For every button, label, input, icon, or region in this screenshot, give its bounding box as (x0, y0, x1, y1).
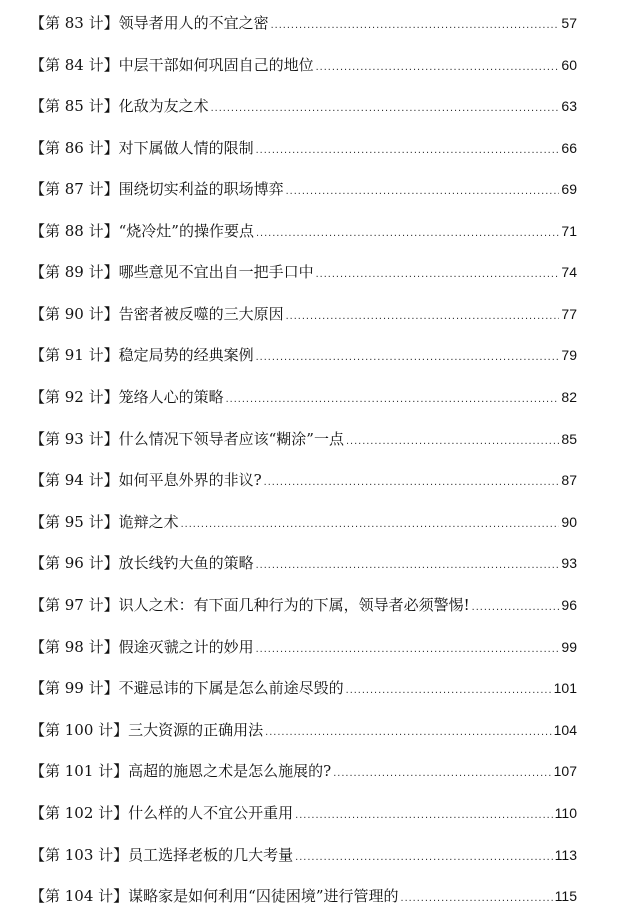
dot-leader (264, 469, 560, 495)
toc-entry-title: 【第 83 计】领导者用人的不宜之密 (30, 14, 269, 32)
toc-entry (30, 176, 577, 202)
toc-entry (30, 218, 577, 244)
toc-entry-page-number: 99 (561, 639, 577, 655)
toc-entry (30, 592, 577, 618)
dot-leader (265, 719, 551, 745)
toc-entry (30, 52, 577, 78)
dot-leader (226, 386, 560, 412)
toc-entry (30, 259, 577, 285)
toc-entry-page-number: 82 (561, 389, 577, 405)
toc-entry-page-number: 79 (561, 347, 577, 363)
toc-entry-page-number: 57 (561, 15, 577, 31)
toc-entry (30, 675, 577, 701)
toc-entry-page-number: 110 (554, 805, 577, 821)
toc-entry (30, 842, 577, 868)
toc-entry-title: 【第 103 计】员工选择老板的几大考量 (30, 846, 294, 864)
toc-entry-title: 【第 87 计】围绕切实利益的职场博弈 (30, 180, 284, 198)
dot-leader (401, 885, 553, 911)
toc-entry-page-number: 63 (561, 98, 577, 114)
toc-entry-page-number: 115 (554, 888, 577, 904)
dot-leader (295, 802, 553, 828)
toc-entry-title: 【第 104 计】谋略家是如何利用“囚徒困境”进行管理的 (30, 887, 399, 905)
toc-entry-title: 【第 94 计】如何平息外界的非议? (30, 471, 262, 489)
dot-leader (181, 511, 560, 537)
dot-leader (346, 677, 552, 703)
toc-entry-title: 【第 88 计】“烧冷灶”的操作要点 (30, 222, 254, 240)
toc-entry-title: 【第 100 计】三大资源的正确用法 (30, 721, 264, 739)
toc-entry (30, 550, 577, 576)
dot-leader (346, 428, 559, 454)
toc-entry (30, 717, 577, 743)
toc-entry-title: 【第 91 计】稳定局势的经典案例 (30, 346, 254, 364)
toc-entry (30, 93, 577, 119)
toc-entry-page-number: 107 (553, 763, 577, 779)
toc-entry-title: 【第 93 计】什么情况下领导者应该“糊涂”一点 (30, 430, 344, 448)
dot-leader (472, 594, 560, 620)
toc-entry (30, 800, 577, 826)
dot-leader (271, 12, 560, 38)
toc-entry-title: 【第 89 计】哪些意见不宜出自一把手口中 (30, 263, 314, 281)
toc-entry-page-number: 96 (561, 597, 577, 613)
toc-entry-page-number: 93 (561, 555, 577, 571)
dot-leader (333, 760, 551, 786)
toc-entry-title: 【第 102 计】什么样的人不宜公开重用 (30, 804, 294, 822)
toc-entry-page-number: 101 (553, 680, 577, 696)
toc-entry-title: 【第 101 计】高超的施恩之术是怎么施展的? (30, 762, 332, 780)
toc-entry-page-number: 71 (561, 223, 577, 239)
toc-entry-page-number: 113 (554, 847, 577, 863)
toc-entry-page-number: 104 (553, 722, 577, 738)
toc-entry-page-number: 87 (561, 472, 577, 488)
toc-entry-title: 【第 98 计】假途灭虢之计的妙用 (30, 638, 254, 656)
toc-entry (30, 135, 577, 161)
dot-leader (286, 178, 560, 204)
dot-leader (256, 552, 560, 578)
toc-entry-page-number: 60 (561, 57, 577, 73)
dot-leader (316, 54, 560, 80)
toc-entry-page-number: 74 (561, 264, 577, 280)
toc-entry-title: 【第 92 计】笼络人心的策略 (30, 388, 224, 406)
toc-entry (30, 426, 577, 452)
dot-leader (286, 303, 560, 329)
toc-entry (30, 883, 577, 909)
dot-leader (256, 636, 560, 662)
dot-leader (316, 261, 560, 287)
toc-entry-title: 【第 86 计】对下属做人情的限制 (30, 139, 254, 157)
toc-entry-page-number: 66 (561, 140, 577, 156)
toc-entry-page-number: 90 (561, 514, 577, 530)
toc-entry (30, 384, 577, 410)
toc-entry-page-number: 85 (561, 431, 577, 447)
toc-entry (30, 301, 577, 327)
toc-entry (30, 758, 577, 784)
toc-entry-page-number: 77 (561, 306, 577, 322)
dot-leader (256, 137, 560, 163)
toc-entry-title: 【第 96 计】放长线钓大鱼的策略 (30, 554, 254, 572)
toc-entry-page-number: 69 (561, 181, 577, 197)
dot-leader (211, 95, 560, 121)
toc-entry (30, 509, 577, 535)
toc-entry (30, 342, 577, 368)
toc-entry-title: 【第 99 计】不避忌讳的下属是怎么前途尽毁的 (30, 679, 344, 697)
toc-entry (30, 10, 577, 36)
toc-entry-title: 【第 90 计】告密者被反噬的三大原因 (30, 305, 284, 323)
dot-leader (256, 344, 560, 370)
dot-leader (295, 844, 553, 870)
toc-entry-title: 【第 95 计】诡辩之术 (30, 513, 179, 531)
dot-leader (256, 220, 559, 246)
toc-entry (30, 634, 577, 660)
toc-entry-title: 【第 97 计】识人之术：有下面几种行为的下属，领导者必须警惕! (30, 596, 470, 614)
toc-entry-title: 【第 85 计】化敌为友之术 (30, 97, 209, 115)
toc-entry (30, 467, 577, 493)
toc-entry-title: 【第 84 计】中层干部如何巩固自己的地位 (30, 56, 314, 74)
